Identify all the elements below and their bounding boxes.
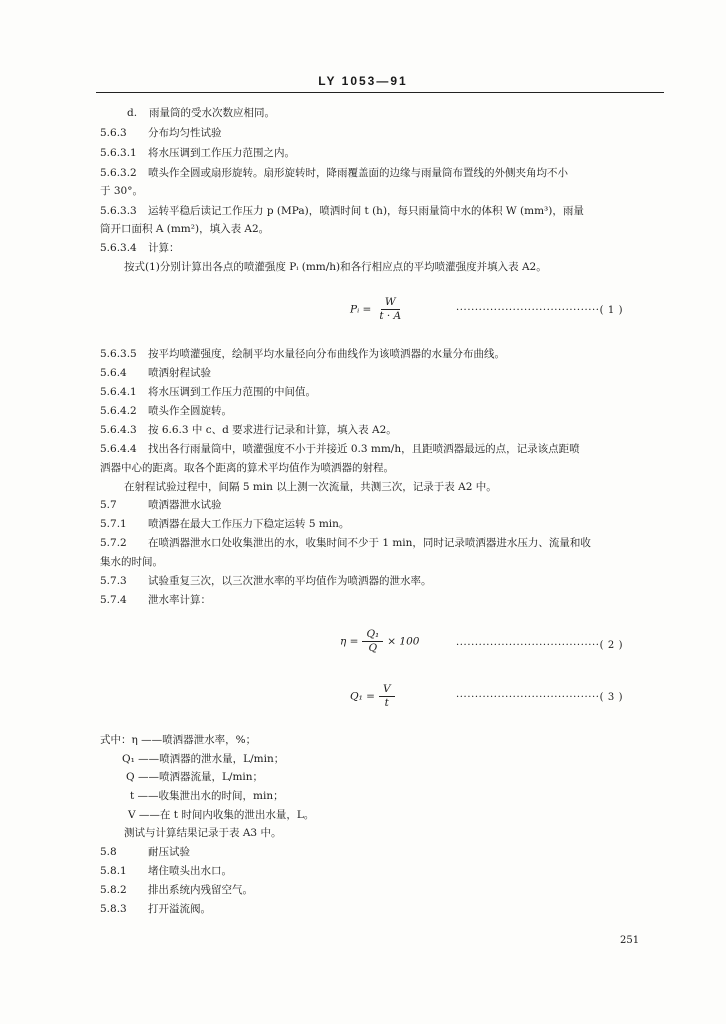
variable-definition: V ——在 t 时间内收集的泄出水量，L。 xyxy=(128,809,315,821)
text-line: 5.6.4.2 喷头作全圆旋转。 xyxy=(100,405,232,417)
formula-1: Pᵢ = $\frac{W}{t \cdot A}$ xyxy=(350,296,402,322)
text-line: 测试与计算结果记录于表 A3 中。 xyxy=(124,827,282,839)
text-line: d. 雨量筒的受水次数应相同。 xyxy=(127,107,275,119)
text-line: 洒器中心的距离。取各个距离的算术平均值作为喷洒器的射程。 xyxy=(100,462,394,474)
text-line: 集水的时间。 xyxy=(100,556,163,568)
text-line: 5.6.4.4 找出各行雨量筒中，喷灌强度不小于并接近 0.3 mm/h，且距喷洒器最远的点，记录该点距喷 xyxy=(100,443,580,455)
formula-3-leader: ······································( 3 ) xyxy=(456,692,624,703)
header-rule xyxy=(96,92,664,93)
text-line: 5.8.2 排出系统内残留空气。 xyxy=(100,884,253,896)
page-header: LY 1053—91 xyxy=(318,74,408,88)
text-line: 5.6.4.1 将水压调到工作压力范围的中间值。 xyxy=(100,386,316,398)
text-line: 5.8.3 打开溢流阀。 xyxy=(100,903,211,915)
text-line: 于 30°。 xyxy=(100,185,143,197)
formula-2: η = $\frac{\text{Q₁}}{Q}$ × 100 xyxy=(340,628,420,654)
variable-definition: Q ——喷洒器流量，L/min； xyxy=(126,771,264,783)
formula-1-leader: ······································( 1 ) xyxy=(456,305,624,316)
formula-3: Q₁ = $\frac{V}{t}$ xyxy=(350,683,399,710)
variable-definition: t ——收集泄出水的时间，min； xyxy=(130,790,284,802)
text-line: 按式(1)分别计算出各点的喷灌强度 Pᵢ (mm/h)和各行相应点的平均喷灌强度并填入表 A2。 xyxy=(124,261,547,273)
text-line: 5.7.4 泄水率计算： xyxy=(100,594,211,606)
text-line: 5.6.3.2 喷头作全圆或扇形旋转。扇形旋转时，降雨覆盖面的边缘与雨量筒布置线的外侧夹角均不小 xyxy=(100,167,568,179)
page-number: 251 xyxy=(620,935,640,946)
text-line: 5.7.3 试验重复三次，以三次泄水率的平均值作为喷洒器的泄水率。 xyxy=(100,575,432,587)
text-line: 5.6.3.4 计算： xyxy=(100,242,180,254)
formula-2-leader: ······································( 2 ) xyxy=(456,640,624,651)
text-line: 5.7.1 喷洒器在最大工作压力下稳定运转 5 min。 xyxy=(100,518,350,530)
variable-definition: 式中：η ——喷洒器泄水率，%； xyxy=(100,734,257,746)
section-heading: 5.6.3 分布均匀性试验 xyxy=(100,127,222,139)
section-heading: 5.8 耐压试验 xyxy=(100,846,190,858)
text-line: 5.8.1 堵住喷头出水口。 xyxy=(100,865,232,877)
text-line: 筒开口面积 A (mm²)，填入表 A2。 xyxy=(100,223,270,235)
text-line: 5.6.4.3 按 6.6.3 中 c、d 要求进行记录和计算，填入表 A2。 xyxy=(100,424,397,436)
text-line: 5.6.3.3 运转平稳后读记工作压力 p (MPa)，喷洒时间 t (h)，每只雨量筒中水的体积 W (mm³)，雨量 xyxy=(100,205,584,217)
section-heading: 5.6.4 喷洒射程试验 xyxy=(100,367,211,379)
section-heading: 5.7 喷洒器泄水试验 xyxy=(100,499,222,511)
text-line: 在射程试验过程中，间隔 5 min 以上测一次流量，共测三次，记录于表 A2 中。 xyxy=(124,481,497,493)
text-line: 5.6.3.5 按平均喷灌强度，绘制平均水量径向分布曲线作为该喷洒器的水量分布曲线。 xyxy=(100,348,505,360)
text-line: 5.7.2 在喷洒器泄水口处收集泄出的水，收集时间不少于 1 min，同时记录喷洒器进水压力、流量和收 xyxy=(100,537,591,549)
text-line: 5.6.3.1 将水压调到工作压力范围之内。 xyxy=(100,147,295,159)
variable-definition: Q₁ ——喷洒器的泄水量，L/min； xyxy=(122,753,285,765)
